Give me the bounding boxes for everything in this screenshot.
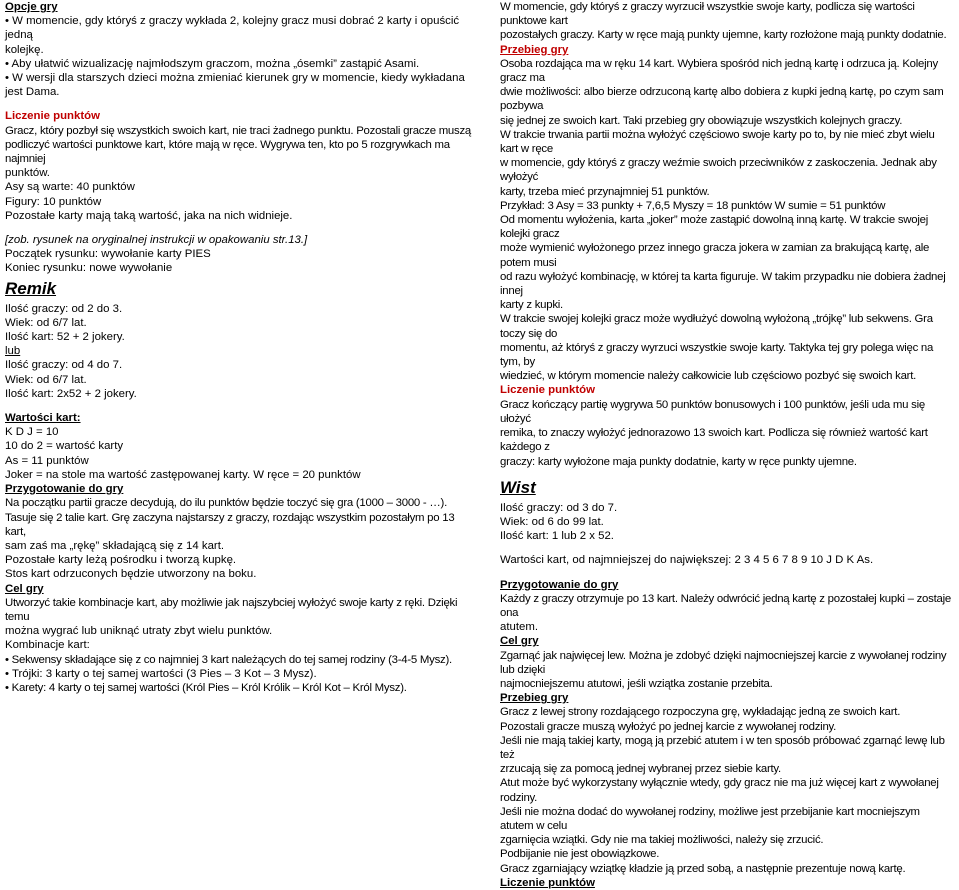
flow-line: Jeśli nie mają takiej karty, mogą ją przebić atutem i w ten sposób próbować zgarnąć lewę lub też	[500, 734, 945, 761]
scoring-line: Pozostałe karty mają taką wartość, jaka na nich widnieje.	[5, 209, 293, 222]
goal-line: Utworzyć takie kombinacje kart, aby możliwie jak najszybciej wyłożyć swoje karty z ręki. Dzięki temu	[5, 596, 458, 623]
flow-line: wiedzieć, w którym momencie należy całkowicie lub częściowo pozbyć się swoich kart.	[500, 370, 917, 383]
scoring-line: punktów.	[5, 167, 50, 180]
prep-line: sam zaś ma „rękę” składającą się z 14 kart.	[5, 539, 225, 552]
flow-line: zgarnięcia wziątki. Gdy nie ma takiej możliwości, należy się zrzucić.	[500, 834, 824, 847]
left-column	[5, 0, 475, 695]
prep-line: Stos kart odrzuconych będzie utworzony na boku.	[5, 568, 257, 581]
remik-info: Wiek: od 6/7 lat.	[5, 316, 87, 329]
flow-heading: Przebieg gry	[500, 43, 569, 56]
scoring-line: Gracz, który pozbył się wszystkich swoich kart, nie traci żadnego punktu. Pozostali gracze muszą	[5, 124, 471, 137]
scoring-line: Asy są warte: 40 punktów	[5, 181, 135, 194]
wist-info: Wiek: od 6 do 99 lat.	[500, 515, 604, 528]
prep-heading: Przygotowanie do gry	[5, 483, 124, 496]
scoring-line: Figury: 10 punktów	[5, 195, 102, 208]
flow-line: zrzucają się za pomocą jednej wybranej przez siebie karty.	[500, 763, 781, 776]
flow-line: Pozostali gracze muszą wyłożyć po jednej karcie z wywołanej rodziny.	[500, 720, 837, 733]
goal-line: • Trójki: 3 karty o tej samej wartości (3 Pies – 3 Kot – 3 Mysz).	[5, 667, 317, 680]
remik-info: Wiek: od 6/7 lat.	[5, 373, 87, 386]
option-line: kolejkę.	[5, 43, 44, 56]
flow-line: się jednej ze swoich kart. Taki przebieg gry obowiązuje wszystkich kolejnych graczy.	[500, 114, 903, 127]
final-scoring-heading: Liczenie punktów	[500, 876, 595, 889]
prep-heading: Przygotowanie do gry	[500, 578, 619, 591]
flow-line: karty z kupki.	[500, 299, 563, 312]
goal-heading: Cel gry	[500, 635, 539, 648]
option-line: • W wersji dla starszych dzieci można zmieniać kierunek gry w momencie, kiedy wykładana jest Dama.	[5, 72, 465, 99]
top-line: W momencie, gdy któryś z graczy wyrzucił wszystkie swoje karty, podlicza się wartości punktowe kart	[500, 1, 915, 28]
image-note: [zob. rysunek na oryginalnej instrukcji w opakowaniu str.13.]	[5, 234, 308, 247]
goal-line: najmocniejszemu atutowi, jeśli wziątka zostanie przebita.	[500, 677, 773, 690]
options-heading: Opcje gry	[5, 1, 58, 13]
remik-info-or: lub	[5, 345, 21, 358]
card-order: Wartości kart, od najmniejszej do największej: 2 3 4 5 6 7 8 9 10 J D K As.	[500, 554, 874, 567]
goal-line: Kombinacje kart:	[5, 639, 90, 652]
flow-line: Od momentu wyłożenia, karta „joker” może zastąpić dowolną inną kartę. W trakcie swojej kolejki gracz	[500, 214, 928, 241]
flow-line: Jeśli nie można dodać do wywołanej rodziny, możliwe jest przebijanie kart mocniejszym atutem w celu	[500, 805, 920, 832]
prep-line: atutem.	[500, 621, 538, 634]
remik-info: Ilość graczy: od 2 do 3.	[5, 302, 123, 315]
flow-line: momentu, aż któryś z graczy wyrzuci wszystkie swoje karty. Taktyka tej gry polega więc na tym, by	[500, 341, 934, 369]
flow-line: Atut może być wykorzystany wyłącznie wtedy, gdy gracz nie ma już więcej kart z wywołanej rodziny.	[500, 777, 939, 804]
drawing-line: Koniec rysunku: nowe wywołanie	[5, 262, 173, 275]
remik-info: Ilość kart: 2x52 + 2 jokery.	[5, 387, 137, 400]
scoring-line: Gracz kończący partię wygrywa 50 punktów bonusowych i 100 punktów, jeśli uda mu się ułożyć	[500, 398, 925, 425]
option-line: • W momencie, gdy któryś z graczy wykłada 2, kolejny gracz musi dobrać 2 karty i opuścić jedną	[5, 15, 460, 42]
wist-title: Wist	[500, 477, 536, 497]
goal-line: można wygrać lub uniknąć utraty zbyt wielu punktów.	[5, 625, 273, 638]
flow-line: W trakcie swojej kolejki gracz może wydłużyć dowolną wyłożoną „trójkę” lub sekwens. Gra toczy się do	[500, 313, 933, 340]
flow-line: od razu wyłożyć kombinację, w której ta karta figuruje. W takim przypadku nie dobiera żadnej innej	[500, 270, 946, 298]
goal-line: • Karety: 4 karty o tej samej wartości (Król Pies – Król Królik – Król Kot – Król Mysz).	[5, 681, 407, 694]
flow-line: w momencie, gdy któryś z graczy weźmie swoich przeciwników z zaskoczenia. Jednak aby wyłożyć	[500, 157, 937, 184]
right-column	[500, 0, 952, 890]
prep-line: Na początku partii gracze decydują, do ilu punktów będzie toczyć się gra (1000 – 3000 - …).	[5, 497, 447, 510]
values-line: As = 11 punktów	[5, 454, 89, 467]
values-heading: Wartości kart:	[5, 412, 81, 425]
prep-line: Pozostałe karty leżą pośrodku i tworzą kupkę.	[5, 554, 237, 567]
scoring-line: remika, to znaczy wyłożyć jednorazowo 13 swoich kart. Podlicza się również wartość kart każdego z	[500, 427, 928, 454]
flow-line: dwie możliwości: albo bierze odrzuconą kartę albo dobiera z kupki jedną kartę, po czym sam pozbywa	[500, 86, 944, 113]
flow-example: Przykład: 3 Asy = 33 punkty + 7,6,5 Myszy = 18 punktów W sumie = 51 punktów	[500, 199, 886, 212]
flow-line: może wymienić wyłożonego przez innego gracza jokera w zamian za brakującą kartę, ale potem musi	[500, 242, 930, 269]
prep-line: Każdy z graczy otrzymuje po 13 kart. Należy odwrócić jedną kartę z pozostałej kupki – zostaje ona	[500, 592, 951, 619]
drawing-line: Początek rysunku: wywołanie karty PIES	[5, 248, 211, 261]
remik-title: Remik	[5, 278, 57, 298]
flow-line: Gracz zgarniający wziątkę kładzie ją przed sobą, a następnie prezentuje nową kartę.	[500, 862, 906, 875]
prep-line: Tasuje się 2 talie kart. Grę zaczyna najstarszy z graczy, rozdając wszystkim pozostałym po 13 kart,	[5, 511, 455, 538]
flow-line: Gracz z lewej strony rozdającego rozpoczyna grę, wykładając jedną ze swoich kart.	[500, 706, 901, 719]
scoring-line: graczy: karty wyłożone maja punkty dodatnie, karty w ręce punkty ujemne.	[500, 455, 857, 468]
flow-line: Osoba rozdająca ma w ręku 14 kart. Wybiera spośród nich jedną kartę i odrzuca ją. Kolejny gracz ma	[500, 57, 938, 85]
goal-line: • Sekwensy składające się z co najmniej 3 kart należących do tej samej rodziny (3-4-5 Mysz).	[5, 653, 452, 666]
values-line: Joker = na stole ma wartość zastępowanej karty. W ręce = 20 punktów	[5, 468, 361, 481]
values-line: 10 do 2 = wartość karty	[5, 440, 124, 453]
values-line: K D J = 10	[5, 426, 59, 439]
flow-line: karty, trzeba mieć przynajmniej 51 punktów.	[500, 185, 710, 198]
scoring-heading: Liczenie punktów	[5, 110, 100, 123]
wist-info: Ilość graczy: od 3 do 7.	[500, 501, 618, 514]
scoring-line: podliczyć wartości punktowe kart, które mają w ręce. Wygrywa ten, kto po 5 rozgrywkach ma najmniej	[5, 138, 450, 166]
wist-info: Ilość kart: 1 lub 2 x 52.	[500, 530, 614, 543]
flow-line: Podbijanie nie jest obowiązkowe.	[500, 848, 660, 861]
remik-info: Ilość kart: 52 + 2 jokery.	[5, 331, 125, 344]
scoring-heading: Liczenie punktów	[500, 384, 595, 397]
option-line: • Aby ułatwić wizualizację najmłodszym graczom, można „ósemki” zastąpić Asami.	[5, 57, 420, 70]
goal-heading: Cel gry	[5, 582, 44, 595]
remik-info: Ilość graczy: od 4 do 7.	[5, 359, 123, 372]
top-line: pozostałych graczy. Karty w ręce mają punkty ujemne, karty rozłożone mają punkty dodatnie.	[500, 29, 947, 42]
goal-line: Zgarnąć jak najwięcej lew. Można je zdobyć dzięki najmocniejszej karcie z wywołanej rodziny lub dzięki	[500, 649, 947, 676]
flow-heading: Przebieg gry	[500, 692, 569, 705]
flow-line: W trakcie trwania partii można wyłożyć częściowo swoje karty po to, by nie mieć zbyt wielu kart w ręce	[500, 128, 935, 156]
